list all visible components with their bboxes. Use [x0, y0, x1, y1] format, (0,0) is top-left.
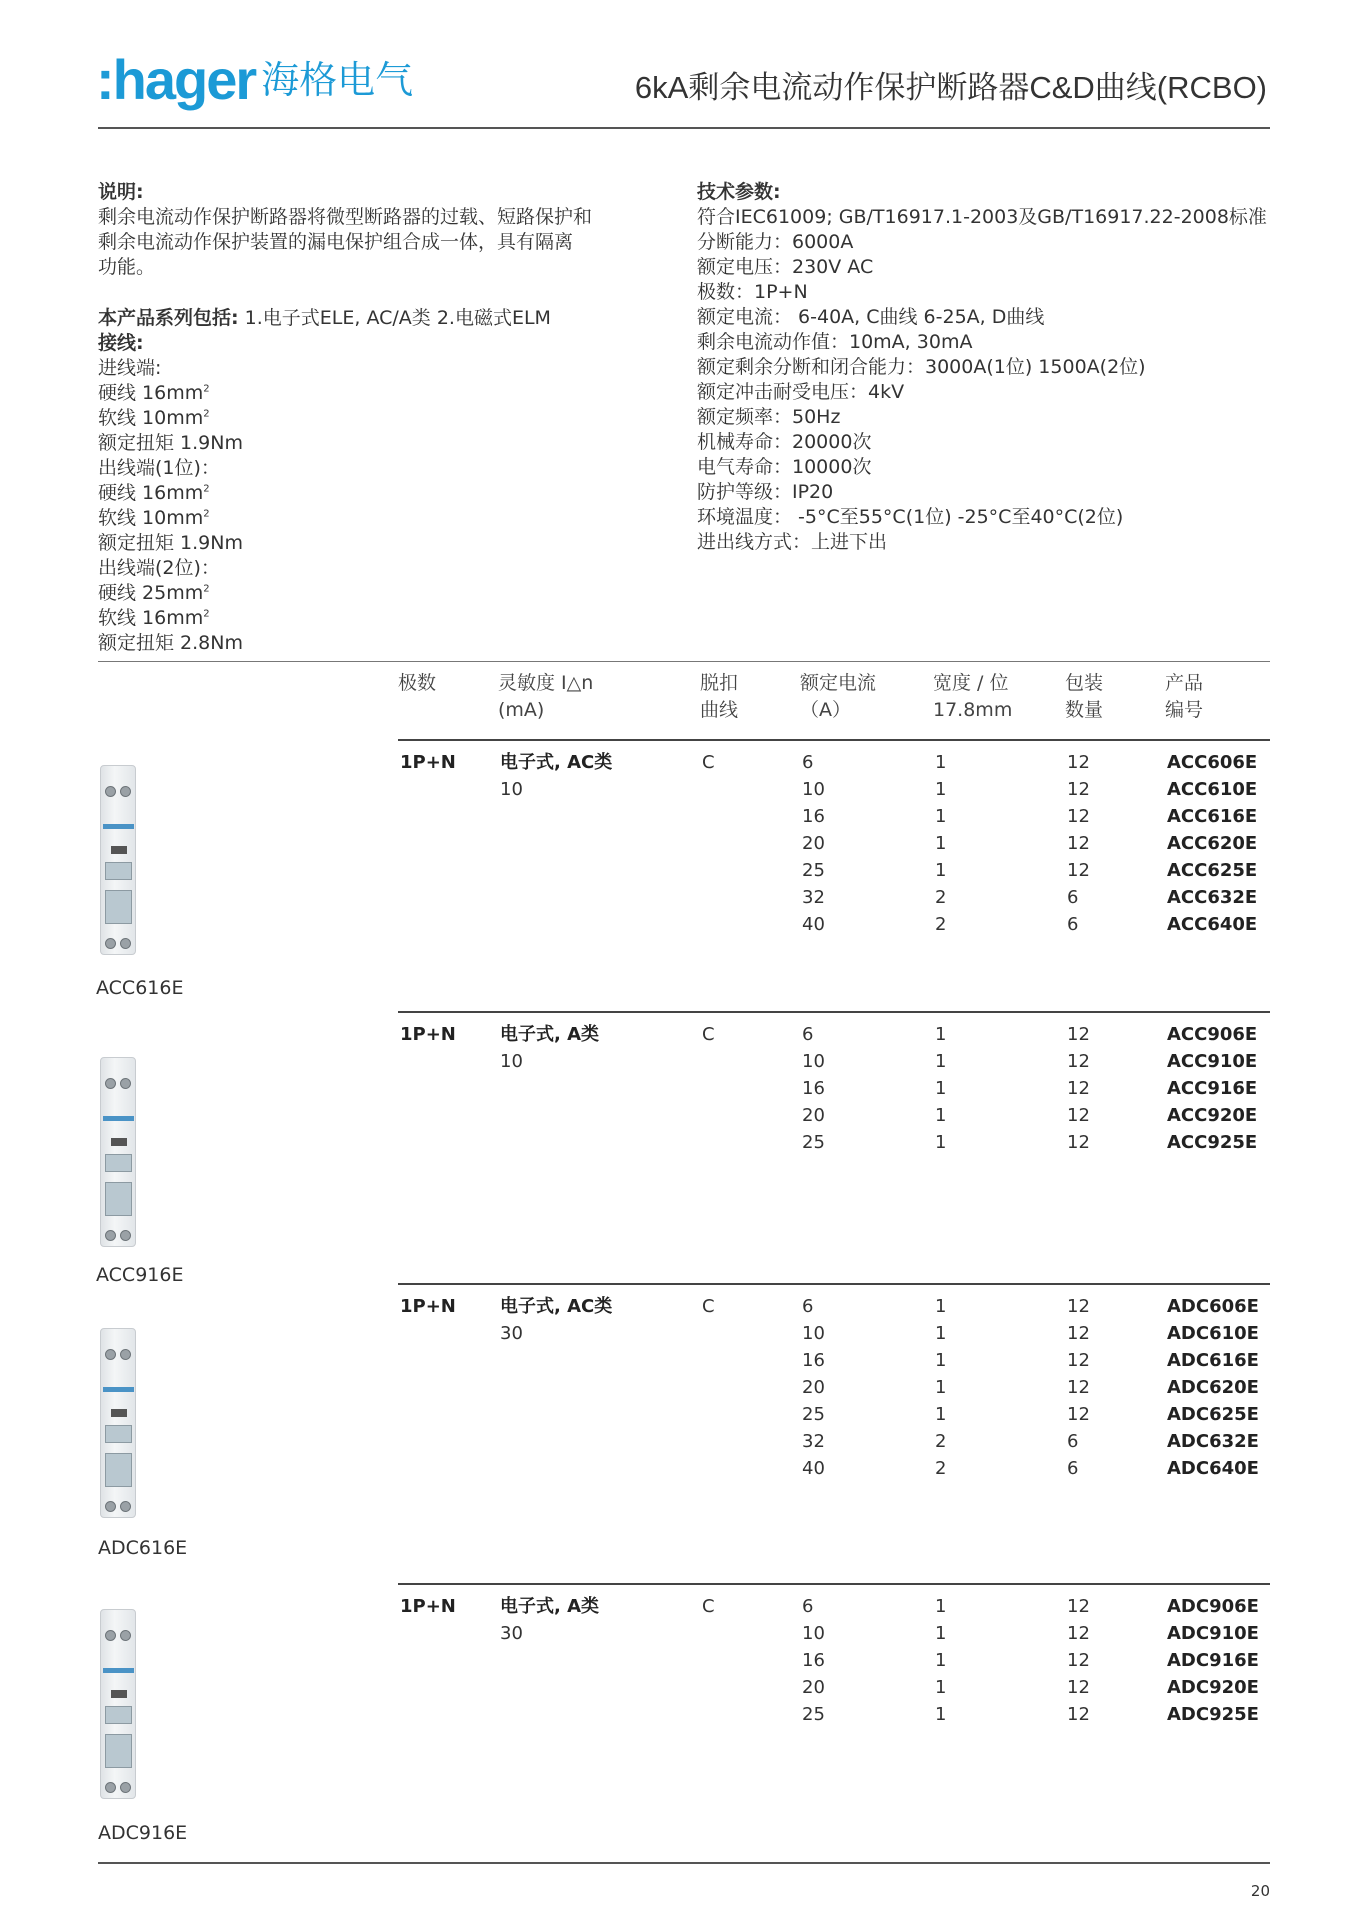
product-code-cell: ADC620E — [1167, 1377, 1259, 1398]
col-header-width-line1: 宽度 / 位 — [933, 672, 1009, 694]
description-block — [98, 180, 658, 656]
width-cell: 1 — [935, 1323, 947, 1344]
pack-cell: 12 — [1067, 1296, 1090, 1317]
pack-cell: 12 — [1067, 779, 1090, 800]
width-column — [935, 749, 946, 938]
product-code-cell: ACC606E — [1167, 752, 1258, 773]
tech-line: 额定剩余分断和闭合能力：3000A(1位) 1500A(2位) — [697, 356, 1146, 378]
col-header-code-line2: 编号 — [1165, 699, 1204, 721]
rcbo-term — [105, 1230, 131, 1240]
col-header-current-line2: （A） — [800, 699, 851, 721]
pack-cell: 12 — [1067, 1350, 1090, 1371]
tech-line: 符合IEC61009; GB/T16917.1-2003及GB/T16917.22-2008标准 — [697, 206, 1267, 228]
pack-cell: 12 — [1067, 752, 1090, 773]
poles-cell: 1P+N — [400, 752, 456, 773]
current-cell: 20 — [802, 1377, 825, 1398]
rcbo-lever — [111, 846, 127, 854]
current-cell: 10 — [802, 1623, 825, 1644]
series-line — [98, 306, 658, 331]
sensitivity-cell: 30 — [500, 1623, 523, 1644]
rcbo-product-image — [100, 1328, 136, 1518]
group-divider — [398, 1011, 1270, 1013]
series-label: 本产品系列包括: — [98, 307, 239, 329]
tech-line: 环境温度： -5°C至55°C(1位) -25°C至40°C(2位) — [697, 506, 1124, 528]
tech-line: 额定电流： 6-40A, C曲线 6-25A, D曲线 — [697, 306, 1045, 328]
pack-cell: 12 — [1067, 1377, 1090, 1398]
rcbo-band — [103, 824, 134, 829]
series-value: 1.电子式ELE, AC/A类 2.电磁式ELM — [244, 307, 551, 329]
pack-cell: 6 — [1067, 914, 1079, 935]
col-header-sensitivity — [498, 670, 593, 724]
product-code-cell: ACC610E — [1167, 779, 1258, 800]
rcbo-term — [105, 1349, 131, 1359]
tech-line: 剩余电流动作值：10mA, 30mA — [697, 331, 973, 353]
rcbo-term — [105, 1782, 131, 1792]
current-cell: 20 — [802, 833, 825, 854]
current-column — [802, 1021, 825, 1156]
wiring-line: 出线端(2位)： — [98, 557, 220, 579]
product-code-column — [1167, 1293, 1259, 1482]
pack-cell: 12 — [1067, 1024, 1090, 1045]
pack-cell: 12 — [1067, 1650, 1090, 1671]
pack-column — [1067, 1593, 1090, 1728]
width-cell: 1 — [935, 1677, 947, 1698]
current-cell: 40 — [802, 914, 825, 935]
superscript-2: 2 — [203, 583, 210, 595]
product-code-cell: ACC910E — [1167, 1051, 1258, 1072]
width-cell: 1 — [935, 1296, 947, 1317]
width-cell: 1 — [935, 833, 947, 854]
pack-cell: 12 — [1067, 1404, 1090, 1425]
product-image-label: ACC616E — [96, 977, 184, 999]
sensitivity-cell: 10 — [500, 1051, 523, 1072]
group-divider — [398, 739, 1270, 741]
col-header-curve — [700, 670, 738, 724]
tech-line: 防护等级：IP20 — [697, 481, 834, 503]
pack-cell: 6 — [1067, 1458, 1079, 1479]
rcbo-term — [105, 786, 131, 796]
width-cell: 1 — [935, 779, 947, 800]
rcbo-win — [105, 1425, 132, 1443]
current-cell: 6 — [802, 1596, 814, 1617]
current-cell: 32 — [802, 887, 825, 908]
superscript-2: 2 — [203, 408, 210, 420]
product-image-label: ADC916E — [98, 1822, 188, 1844]
type-cell: 电子式, A类 — [500, 1596, 600, 1617]
current-column — [802, 749, 825, 938]
current-cell: 20 — [802, 1105, 825, 1126]
width-column — [935, 1021, 946, 1156]
wiring-line: 硬线 $25mm^2$ — [98, 582, 210, 604]
width-cell: 2 — [935, 1431, 947, 1452]
col-header-code-line1: 产品 — [1165, 672, 1204, 694]
current-cell: 25 — [802, 1704, 825, 1725]
wiring-line: 软线 $10mm^2$ — [98, 407, 210, 429]
tech-line: 额定频率：50Hz — [697, 406, 841, 428]
col-header-curve-line2: 曲线 — [700, 699, 739, 721]
rcbo-term — [105, 1501, 131, 1511]
superscript-2: 2 — [203, 383, 210, 395]
sensitivity-cell: 10 — [500, 779, 523, 800]
rcbo-term — [105, 1078, 131, 1088]
current-cell: 6 — [802, 752, 814, 773]
rcbo-product-image — [100, 765, 136, 955]
product-code-column — [1167, 1021, 1257, 1156]
product-code-cell: ADC640E — [1167, 1458, 1259, 1479]
rcbo-win — [105, 1706, 132, 1724]
rcbo-product-image — [100, 1609, 136, 1799]
product-code-cell: ADC616E — [1167, 1350, 1259, 1371]
logo-chinese-name: 海格电气 — [261, 58, 414, 102]
tech-line: 电气寿命：10000次 — [697, 456, 872, 478]
current-cell: 10 — [802, 1323, 825, 1344]
poles-cell: 1P+N — [400, 1296, 456, 1317]
col-header-sensitivity-line1: 灵敏度 I△n — [498, 672, 594, 694]
rcbo-win — [105, 890, 132, 924]
pack-cell: 12 — [1067, 806, 1090, 827]
width-cell: 2 — [935, 1458, 947, 1479]
current-cell: 25 — [802, 1132, 825, 1153]
curve-cell: C — [702, 1024, 715, 1045]
current-cell: 16 — [802, 1078, 825, 1099]
pack-cell: 12 — [1067, 1105, 1090, 1126]
width-cell: 2 — [935, 914, 947, 935]
current-cell: 6 — [802, 1024, 814, 1045]
description-heading: 说明: — [98, 181, 144, 203]
product-code-cell: ACC620E — [1167, 833, 1258, 854]
current-cell: 20 — [802, 1677, 825, 1698]
wiring-line: 软线 $10mm^2$ — [98, 507, 210, 529]
rcbo-lever — [111, 1690, 127, 1698]
width-cell: 1 — [935, 1650, 947, 1671]
product-code-cell: ADC906E — [1167, 1596, 1259, 1617]
pack-cell: 12 — [1067, 1051, 1090, 1072]
col-header-pack-line2: 数量 — [1065, 699, 1104, 721]
rcbo-win — [105, 1182, 132, 1216]
rcbo-lever — [111, 1138, 127, 1146]
tech-line: 机械寿命：20000次 — [697, 431, 872, 453]
width-cell: 1 — [935, 1078, 947, 1099]
width-cell: 1 — [935, 1377, 947, 1398]
pack-cell: 12 — [1067, 1623, 1090, 1644]
rcbo-band — [103, 1668, 134, 1673]
pack-cell: 12 — [1067, 1596, 1090, 1617]
wiring-heading: 接线: — [98, 332, 144, 354]
col-header-code — [1165, 670, 1203, 724]
wiring-line: 出线端(1位)： — [98, 457, 220, 479]
description-line: 剩余电流动作保护装置的漏电保护组合成一体，具有隔离 — [98, 231, 574, 253]
rcbo-band — [103, 1116, 134, 1121]
product-code-cell: ADC625E — [1167, 1404, 1259, 1425]
wiring-line: 进线端: — [98, 357, 162, 379]
rcbo-lever — [111, 1409, 127, 1417]
pack-cell: 6 — [1067, 1431, 1079, 1452]
wiring-line: 硬线 $16mm^2$ — [98, 482, 210, 504]
pack-column — [1067, 1293, 1090, 1482]
rcbo-win — [105, 1734, 132, 1768]
wiring-line: 额定扭矩 2.8Nm — [98, 632, 243, 654]
col-header-width-line2: 17.8mm — [933, 699, 1013, 721]
wiring-lines — [98, 356, 658, 656]
curve-cell: C — [702, 752, 715, 773]
type-cell: 电子式, AC类 — [500, 752, 613, 773]
pack-cell: 12 — [1067, 1132, 1090, 1153]
tech-line: 额定冲击耐受电压：4kV — [697, 381, 905, 403]
width-cell: 2 — [935, 887, 947, 908]
sensitivity-cell: 30 — [500, 1323, 523, 1344]
rcbo-win — [105, 1453, 132, 1487]
current-column — [802, 1593, 825, 1728]
current-cell: 16 — [802, 1650, 825, 1671]
width-cell: 1 — [935, 1350, 947, 1371]
tech-line: 分断能力：6000A — [697, 231, 854, 253]
current-cell: 6 — [802, 1296, 814, 1317]
product-code-cell: ADC920E — [1167, 1677, 1259, 1698]
poles-cell: 1P+N — [400, 1024, 456, 1045]
current-cell: 16 — [802, 1350, 825, 1371]
product-code-column — [1167, 749, 1257, 938]
header-divider — [98, 127, 1270, 129]
width-cell: 1 — [935, 1132, 947, 1153]
width-cell: 1 — [935, 860, 947, 881]
current-cell: 25 — [802, 860, 825, 881]
pack-cell: 12 — [1067, 833, 1090, 854]
type-cell: 电子式, A类 — [500, 1024, 600, 1045]
current-cell: 32 — [802, 1431, 825, 1452]
width-cell: 1 — [935, 1105, 947, 1126]
width-cell: 1 — [935, 752, 947, 773]
product-code-column — [1167, 1593, 1259, 1728]
current-cell: 25 — [802, 1404, 825, 1425]
width-cell: 1 — [935, 1623, 947, 1644]
rcbo-term — [105, 1630, 131, 1640]
product-code-cell: ACC616E — [1167, 806, 1258, 827]
description-line: 剩余电流动作保护断路器将微型断路器的过载、短路保护和 — [98, 206, 593, 228]
col-header-poles: 极数 — [398, 672, 437, 694]
group-divider — [398, 1283, 1270, 1285]
product-code-cell: ADC910E — [1167, 1623, 1259, 1644]
width-cell: 1 — [935, 1024, 947, 1045]
superscript-2: 2 — [203, 508, 210, 520]
tech-heading: 技术参数: — [697, 181, 781, 203]
wiring-line: 额定扭矩 1.9Nm — [98, 532, 243, 554]
current-column — [802, 1293, 825, 1482]
product-code-cell: ACC640E — [1167, 914, 1258, 935]
superscript-2: 2 — [203, 483, 210, 495]
current-cell: 40 — [802, 1458, 825, 1479]
pack-cell: 6 — [1067, 887, 1079, 908]
logo-mark: :hager — [96, 48, 256, 111]
group-divider — [398, 1583, 1270, 1585]
product-image-label: ACC916E — [96, 1264, 184, 1286]
type-cell: 电子式, AC类 — [500, 1296, 613, 1317]
tech-lines — [697, 205, 1277, 555]
section-divider — [98, 661, 1270, 662]
hager-logo — [96, 50, 413, 110]
pack-cell: 12 — [1067, 1078, 1090, 1099]
rcbo-term — [105, 938, 131, 948]
poles-cell: 1P+N — [400, 1596, 456, 1617]
pack-cell: 12 — [1067, 1704, 1090, 1725]
current-cell: 16 — [802, 806, 825, 827]
current-cell: 10 — [802, 779, 825, 800]
description-line: 功能。 — [98, 256, 156, 278]
product-code-cell: ACC925E — [1167, 1132, 1258, 1153]
product-code-cell: ADC632E — [1167, 1431, 1259, 1452]
product-code-cell: ADC610E — [1167, 1323, 1259, 1344]
tech-line: 进出线方式：上进下出 — [697, 531, 888, 553]
product-code-cell: ADC925E — [1167, 1704, 1259, 1725]
col-header-pack-line1: 包装 — [1065, 672, 1104, 694]
current-cell: 10 — [802, 1051, 825, 1072]
footer-divider — [98, 1862, 1270, 1864]
product-code-cell: ACC916E — [1167, 1078, 1258, 1099]
product-code-cell: ADC916E — [1167, 1650, 1259, 1671]
product-code-cell: ACC920E — [1167, 1105, 1258, 1126]
curve-cell: C — [702, 1596, 715, 1617]
rcbo-win — [105, 1154, 132, 1172]
page-number: 20 — [1250, 1882, 1270, 1900]
curve-cell: C — [702, 1296, 715, 1317]
width-cell: 1 — [935, 1051, 947, 1072]
col-header-width — [933, 670, 1012, 724]
pack-column — [1067, 749, 1090, 938]
product-image-label: ADC616E — [98, 1537, 188, 1559]
width-cell: 1 — [935, 1704, 947, 1725]
product-code-cell: ACC632E — [1167, 887, 1258, 908]
product-code-cell: ACC906E — [1167, 1024, 1258, 1045]
rcbo-band — [103, 1387, 134, 1392]
width-column — [935, 1593, 946, 1728]
pack-cell: 12 — [1067, 1323, 1090, 1344]
product-code-cell: ADC606E — [1167, 1296, 1259, 1317]
width-cell: 1 — [935, 1404, 947, 1425]
rcbo-win — [105, 862, 132, 880]
col-header-curve-line1: 脱扣 — [700, 672, 739, 694]
col-header-sensitivity-line2: (mA) — [498, 699, 545, 721]
width-cell: 1 — [935, 806, 947, 827]
col-header-current-line1: 额定电流 — [800, 672, 877, 694]
wiring-line: 额定扭矩 1.9Nm — [98, 432, 243, 454]
rcbo-product-image — [100, 1057, 136, 1247]
width-column — [935, 1293, 946, 1482]
superscript-2: 2 — [203, 608, 210, 620]
tech-line: 额定电压：230V AC — [697, 256, 874, 278]
tech-line: 极数：1P+N — [697, 281, 808, 303]
page-title: 6kA剩余电流动作保护断路器C&D曲线(RCBO) — [634, 70, 1267, 105]
pack-column — [1067, 1021, 1090, 1156]
pack-cell: 12 — [1067, 1677, 1090, 1698]
width-cell: 1 — [935, 1596, 947, 1617]
product-code-cell: ACC625E — [1167, 860, 1258, 881]
wiring-line: 硬线 $16mm^2$ — [98, 382, 210, 404]
col-header-pack — [1065, 670, 1103, 724]
wiring-line: 软线 $16mm^2$ — [98, 607, 210, 629]
pack-cell: 12 — [1067, 860, 1090, 881]
tech-block — [697, 180, 1277, 555]
col-header-current — [800, 670, 876, 724]
